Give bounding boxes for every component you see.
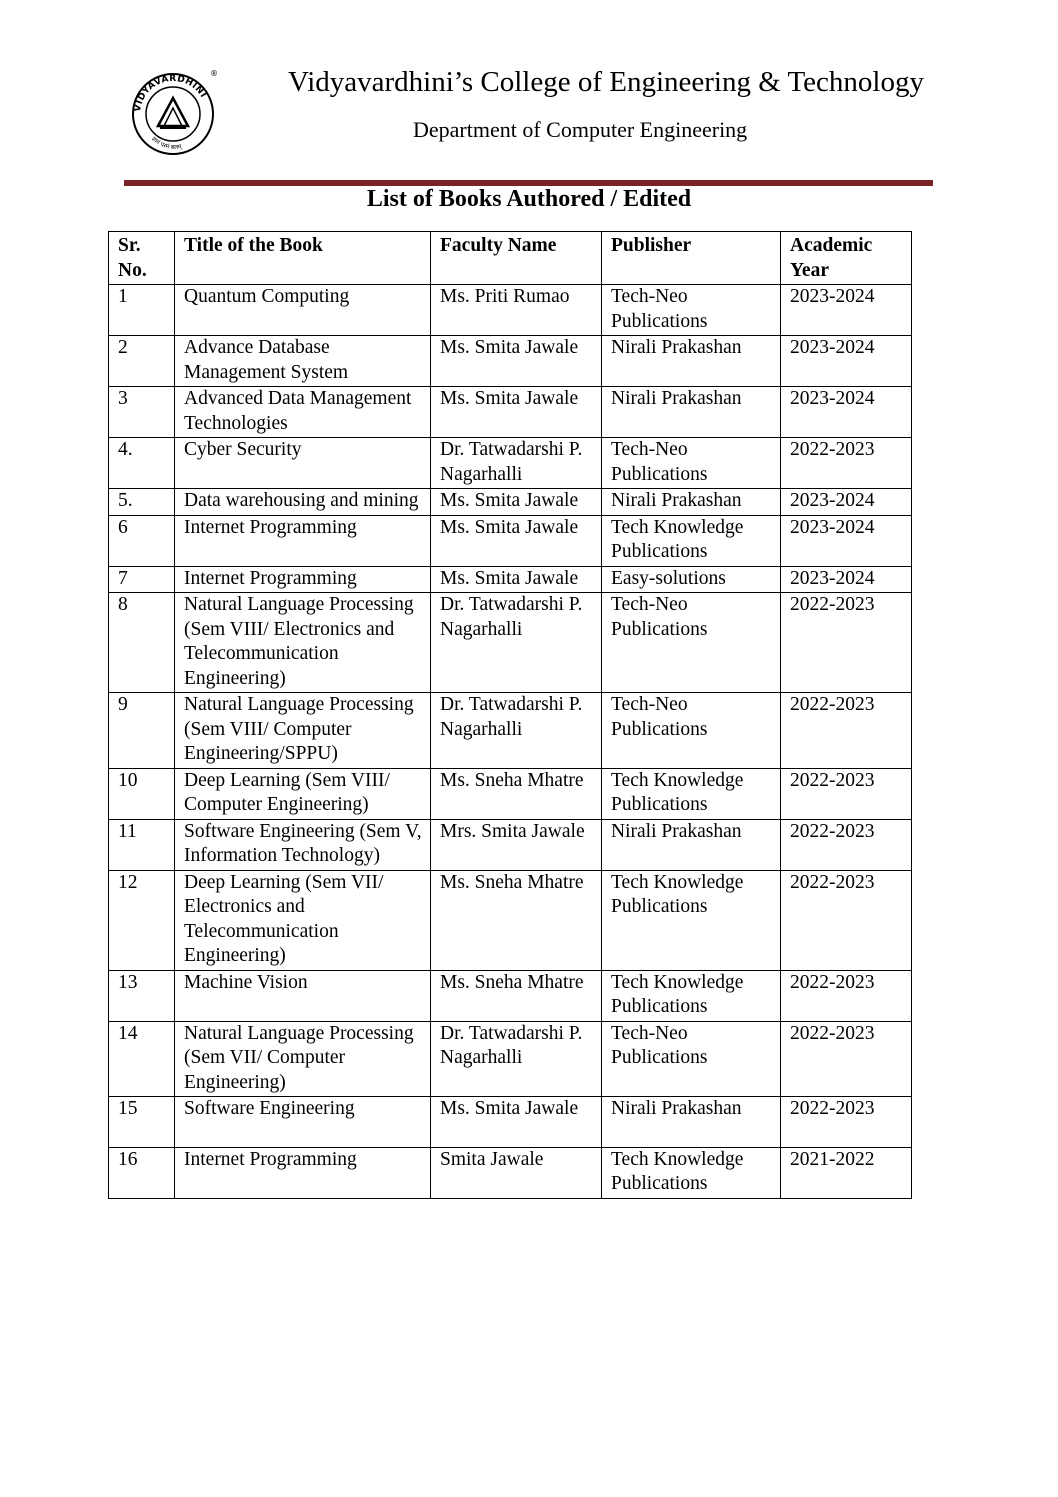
table-row	[109, 870, 912, 970]
registered-mark: ®	[210, 69, 218, 78]
cell-faculty: Ms. Smita Jawale	[431, 387, 602, 438]
page-title: List of Books Authored / Edited	[366, 186, 692, 212]
cell-faculty: Mrs. Smita Jawale	[431, 819, 602, 870]
cell-title: Data warehousing and mining	[175, 489, 431, 516]
cell-title: Internet Programming	[175, 566, 431, 593]
table-row	[109, 819, 912, 870]
cell-title: Natural Language Processing (Sem VIII/ Electronics and Telecommunication Engineering)	[175, 593, 431, 693]
cell-academic-year: 2023-2024	[781, 336, 912, 387]
cell-sr-no: 13	[109, 970, 175, 1021]
table-row	[109, 593, 912, 693]
header-faculty: Faculty Name	[431, 232, 602, 285]
header-publisher: Publisher	[602, 232, 781, 285]
logo-arc-text: VIDYAVARDHINI	[132, 73, 209, 113]
cell-sr-no: 6	[109, 515, 175, 566]
cell-publisher: Nirali Prakashan	[602, 819, 781, 870]
cell-faculty: Ms. Smita Jawale	[431, 515, 602, 566]
table-row	[109, 489, 912, 516]
cell-publisher: Tech-Neo Publications	[602, 285, 781, 336]
cell-sr-no: 2	[109, 336, 175, 387]
cell-faculty: Ms. Smita Jawale	[431, 336, 602, 387]
cell-academic-year: 2023-2024	[781, 285, 912, 336]
cell-academic-year: 2023-2024	[781, 489, 912, 516]
cell-title: Advanced Data Management Technologies	[175, 387, 431, 438]
table-row	[109, 1147, 912, 1198]
college-name: Vidyavardhini’s College of Engineering & Technology	[288, 66, 924, 98]
cell-academic-year: 2022-2023	[781, 819, 912, 870]
table-row	[109, 515, 912, 566]
cell-publisher: Easy-solutions	[602, 566, 781, 593]
cell-sr-no: 16	[109, 1147, 175, 1198]
table-header-row	[109, 232, 912, 285]
table-row	[109, 336, 912, 387]
cell-sr-no: 9	[109, 693, 175, 769]
cell-title: Internet Programming	[175, 1147, 431, 1198]
cell-publisher: Tech-Neo Publications	[602, 1021, 781, 1097]
cell-sr-no: 8	[109, 593, 175, 693]
cell-sr-no: 5.	[109, 489, 175, 516]
logo-motto-text: ज्ञानं परमं बलम्	[150, 135, 183, 152]
cell-title: Software Engineering	[175, 1097, 431, 1148]
cell-publisher: Nirali Prakashan	[602, 1097, 781, 1148]
cell-title: Cyber Security	[175, 438, 431, 489]
cell-academic-year: 2022-2023	[781, 1021, 912, 1097]
cell-title: Deep Learning (Sem VIII/ Computer Engineering)	[175, 768, 431, 819]
cell-publisher: Nirali Prakashan	[602, 489, 781, 516]
table-row	[109, 438, 912, 489]
table-row	[109, 768, 912, 819]
cell-faculty: Smita Jawale	[431, 1147, 602, 1198]
cell-faculty: Dr. Tatwadarshi P. Nagarhalli	[431, 593, 602, 693]
table-row	[109, 970, 912, 1021]
table-row	[109, 1021, 912, 1097]
cell-faculty: Ms. Sneha Mhatre	[431, 768, 602, 819]
department-name: Department of Computer Engineering	[413, 117, 748, 142]
cell-sr-no: 11	[109, 819, 175, 870]
cell-title: Internet Programming	[175, 515, 431, 566]
cell-faculty: Ms. Sneha Mhatre	[431, 970, 602, 1021]
cell-academic-year: 2022-2023	[781, 970, 912, 1021]
college-seal-icon	[124, 68, 224, 156]
cell-title: Machine Vision	[175, 970, 431, 1021]
header-academic-year: Academic Year	[781, 232, 912, 285]
cell-title: Advance Database Management System	[175, 336, 431, 387]
cell-faculty: Dr. Tatwadarshi P. Nagarhalli	[431, 693, 602, 769]
cell-faculty: Ms. Smita Jawale	[431, 489, 602, 516]
header-sr-no: Sr. No.	[109, 232, 175, 285]
cell-title: Natural Language Processing (Sem VIII/ Computer Engineering/SPPU)	[175, 693, 431, 769]
cell-publisher: Nirali Prakashan	[602, 387, 781, 438]
cell-sr-no: 4.	[109, 438, 175, 489]
cell-sr-no: 14	[109, 1021, 175, 1097]
svg-text:VIDYAVARDHINI	[133, 74, 208, 112]
table-row	[109, 566, 912, 593]
cell-academic-year: 2022-2023	[781, 1097, 912, 1148]
cell-faculty: Ms. Priti Rumao	[431, 285, 602, 336]
cell-publisher: Tech Knowledge Publications	[602, 870, 781, 970]
table-row	[109, 693, 912, 769]
cell-sr-no: 15	[109, 1097, 175, 1148]
cell-sr-no: 10	[109, 768, 175, 819]
table-row	[109, 387, 912, 438]
cell-academic-year: 2022-2023	[781, 768, 912, 819]
header-title: Title of the Book	[175, 232, 431, 285]
books-table	[108, 231, 912, 1199]
cell-publisher: Nirali Prakashan	[602, 336, 781, 387]
cell-title: Natural Language Processing (Sem VII/ Computer Engineering)	[175, 1021, 431, 1097]
cell-title: Software Engineering (Sem V, Information Technology)	[175, 819, 431, 870]
cell-publisher: Tech-Neo Publications	[602, 593, 781, 693]
cell-sr-no: 1	[109, 285, 175, 336]
cell-publisher: Tech Knowledge Publications	[602, 1147, 781, 1198]
cell-academic-year: 2022-2023	[781, 870, 912, 970]
cell-publisher: Tech Knowledge Publications	[602, 515, 781, 566]
cell-title: Quantum Computing	[175, 285, 431, 336]
cell-publisher: Tech-Neo Publications	[602, 438, 781, 489]
cell-academic-year: 2022-2023	[781, 593, 912, 693]
cell-academic-year: 2021-2022	[781, 1147, 912, 1198]
cell-faculty: Ms. Smita Jawale	[431, 566, 602, 593]
cell-academic-year: 2022-2023	[781, 438, 912, 489]
cell-faculty: Dr. Tatwadarshi P. Nagarhalli	[431, 438, 602, 489]
cell-faculty: Dr. Tatwadarshi P. Nagarhalli	[431, 1021, 602, 1097]
cell-publisher: Tech Knowledge Publications	[602, 970, 781, 1021]
cell-sr-no: 7	[109, 566, 175, 593]
cell-faculty: Ms. Smita Jawale	[431, 1097, 602, 1148]
cell-academic-year: 2023-2024	[781, 566, 912, 593]
cell-academic-year: 2022-2023	[781, 693, 912, 769]
cell-sr-no: 12	[109, 870, 175, 970]
cell-publisher: Tech-Neo Publications	[602, 693, 781, 769]
cell-title: Deep Learning (Sem VII/ Electronics and Telecommunication Engineering)	[175, 870, 431, 970]
cell-sr-no: 3	[109, 387, 175, 438]
table-row	[109, 1097, 912, 1148]
table-row	[109, 285, 912, 336]
cell-academic-year: 2023-2024	[781, 387, 912, 438]
cell-academic-year: 2023-2024	[781, 515, 912, 566]
cell-publisher: Tech Knowledge Publications	[602, 768, 781, 819]
cell-faculty: Ms. Sneha Mhatre	[431, 870, 602, 970]
